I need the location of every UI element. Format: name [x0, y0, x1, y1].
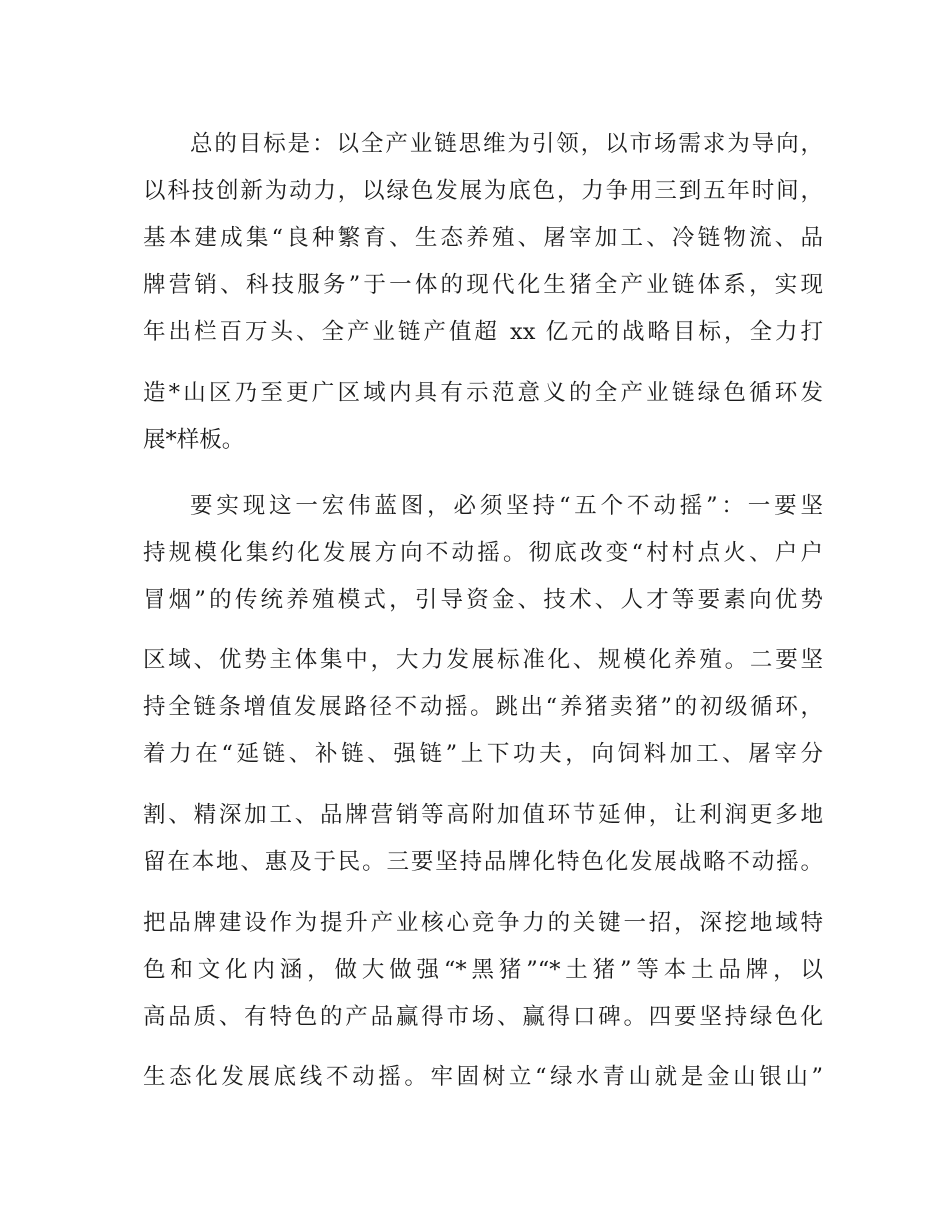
text-line: 以科技创新为动力，以绿色发展为底色，力争用三到五年时间，	[143, 178, 823, 204]
text-line: 造*山区乃至更广区域内具有示范意义的全产业链绿色循环发	[143, 380, 823, 406]
text-line: 区域、优势主体集中，大力发展标准化、规模化养殖。二要坚	[143, 647, 823, 673]
text-line: 冒烟”的传统养殖模式，引导资金、技术、人才等要素向优势	[143, 587, 823, 613]
text-line: 色和文化内涵，做大做强“*黑猪”“*土猪”等本土品牌，以	[143, 957, 823, 983]
text-line: 生态化发展底线不动摇。牢固树立“绿水青山就是金山银山”	[143, 1064, 823, 1090]
text-line: 着力在“延链、补链、强链”上下功夫，向饲料加工、屠宰分	[143, 741, 823, 767]
text-line: 要实现这一宏伟蓝图，必须坚持“五个不动摇”：一要坚	[190, 493, 823, 519]
text-line: 割、精深加工、品牌营销等高附加值环节延伸，让利润更多地	[143, 802, 823, 828]
text-line: 持规模化集约化发展方向不动摇。彻底改变“村村点火、户户	[143, 540, 823, 566]
text-line: 基本建成集“良种繁育、生态养殖、屠宰加工、冷链物流、品	[143, 225, 823, 251]
text-line: 持全链条增值发展路径不动摇。跳出“养猪卖猪”的初级循环，	[143, 694, 823, 720]
text-line: 总的目标是：以全产业链思维为引领，以市场需求为导向，	[190, 131, 823, 157]
text-line: 把品牌建设作为提升产业核心竞争力的关键一招，深挖地域特	[143, 910, 823, 936]
text-line: 年出栏百万头、全产业链产值超 xx 亿元的战略目标，全力打	[143, 319, 823, 345]
text-line: 留在本地、惠及于民。三要坚持品牌化特色化发展战略不动摇。	[143, 849, 823, 875]
text-line: 展*样板。	[143, 427, 245, 453]
text-line: 牌营销、科技服务”于一体的现代化生猪全产业链体系，实现	[143, 272, 823, 298]
text-line: 高品质、有特色的产品赢得市场、赢得口碑。四要坚持绿色化	[143, 1004, 823, 1030]
